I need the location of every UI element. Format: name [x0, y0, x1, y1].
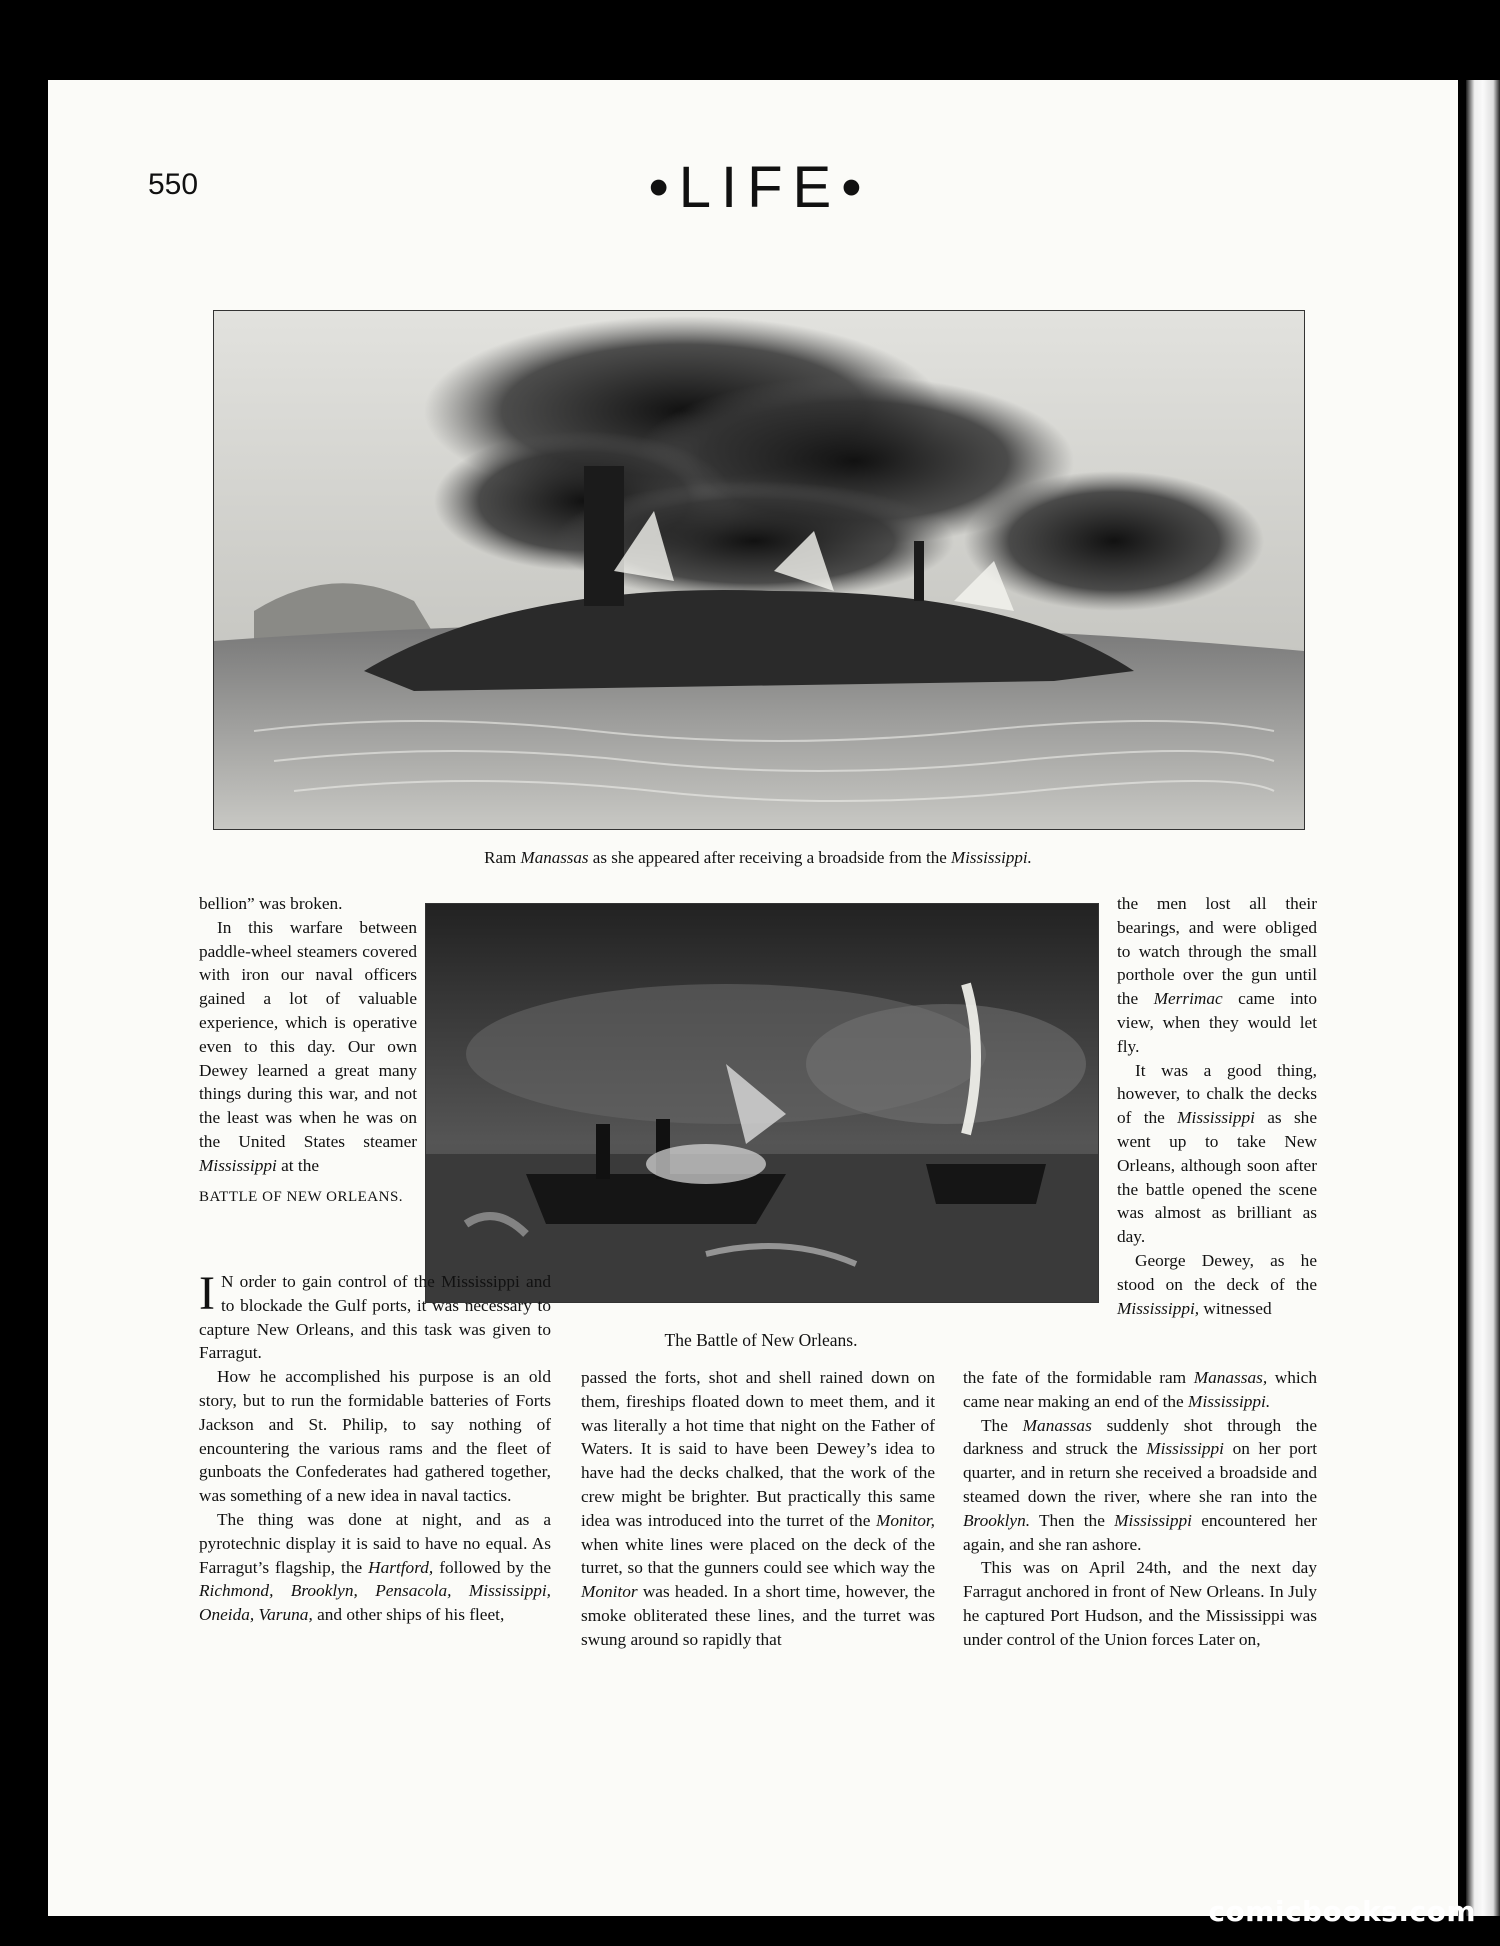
paragraph: bellion” was broken. — [199, 894, 343, 913]
paragraph: How he accomplished his purpose is an old story, but to run the formidable batteries of Forts Jackson and St. Philip, to say nothing of encountering the various rams and the fleet of gunboats the Confederates had gathered together, was something of a new idea in naval tactics. — [199, 1367, 551, 1506]
paragraph: the men lost all their bearings, and were obliged to watch through the small porthole over the gun until the Merrimac came into view, when they would let fly. — [1117, 894, 1317, 1056]
paragraph: George Dewey, as he stood on the deck of the Mississippi, witnessed — [1117, 1250, 1317, 1318]
section-heading: BATTLE OF NEW ORLEANS. — [199, 1188, 404, 1205]
masthead-title: •LIFE• — [648, 155, 872, 220]
paragraph: The Manassas suddenly shot through the darkness and struck the Mississippi on her port quarter, and in return she received a broadside and steamed down the river, where she ran into the Brooklyn. Then the Mississippi encountered her again, and she ran ashore. — [963, 1415, 1318, 1554]
left-column-lower — [199, 1267, 551, 1627]
middle-figure-caption: The Battle of New Orleans. — [664, 1330, 858, 1350]
top-figure-caption: Ram Manassas as she appeared after receiving a broadside from the Mississippi. — [484, 848, 1032, 867]
left-column-upper — [199, 892, 417, 1209]
site-watermark: comicbooks.com — [1208, 1895, 1476, 1928]
right-column-upper — [1117, 892, 1317, 1320]
paragraph: In this warfare between paddle-wheel steamers covered with iron our naval officers gained a lot of valuable experience, which is operative even to this day. Our own Dewey learned a great many things during this war, and not the least was when he was on the United States steamer Mississippi at the — [199, 917, 417, 1175]
right-column-lower — [963, 1366, 1317, 1652]
book-spine — [1466, 80, 1500, 1916]
drop-cap: I — [199, 1267, 215, 1320]
battle-of-new-orleans-illustration — [425, 903, 1099, 1303]
paragraph: This was on April 24th, and the next day Farragut anchored in front of New Orleans. In July he captured Port Hudson, and the Mississippi was under control of the Union forces Later on, — [963, 1558, 1317, 1649]
paragraph: The thing was done at night, and as a pyrotechnic display it is said to have no equal. As Farragut’s flagship, the Hartford, followed by the Richmond, Brooklyn, Pensacola, Mississippi, Oneida, Varuna, and other ships of his fleet, — [199, 1509, 551, 1625]
paragraph: It was a good thing, however, to chalk the decks of the Mississippi as she went up to take New Orleans, although soon after the battle opened the scene was almost as brilliant as day. — [1117, 1060, 1317, 1247]
page-number: 550 — [148, 168, 199, 201]
paragraph: the fate of the formidable ram Manassas, which came near making an end of the Mississippi. — [963, 1368, 1317, 1411]
paragraph: passed the forts, shot and shell rained down on them, fireships floated down to meet them, and it was literally a hot time that night on the Father of Waters. It is said to have been Dewey’s idea to have had the decks chalked, that the work of the crew might be brighter. But practically this same idea was introduced into the turret of the Monitor, when white lines were placed on the deck of the turret, so that the gunners could see which way the Monitor was headed. In a short time, however, the smoke obliterated these lines, and the turret was swung around so rapidly that — [581, 1368, 935, 1649]
paragraph: I N order to gain control of the Mississippi and to blockade the Gulf ports, it was necessary to capture New Orleans, and this task was given to Farragut. — [199, 1267, 551, 1363]
ram-manassas-illustration — [213, 310, 1305, 830]
middle-column — [581, 1366, 935, 1652]
